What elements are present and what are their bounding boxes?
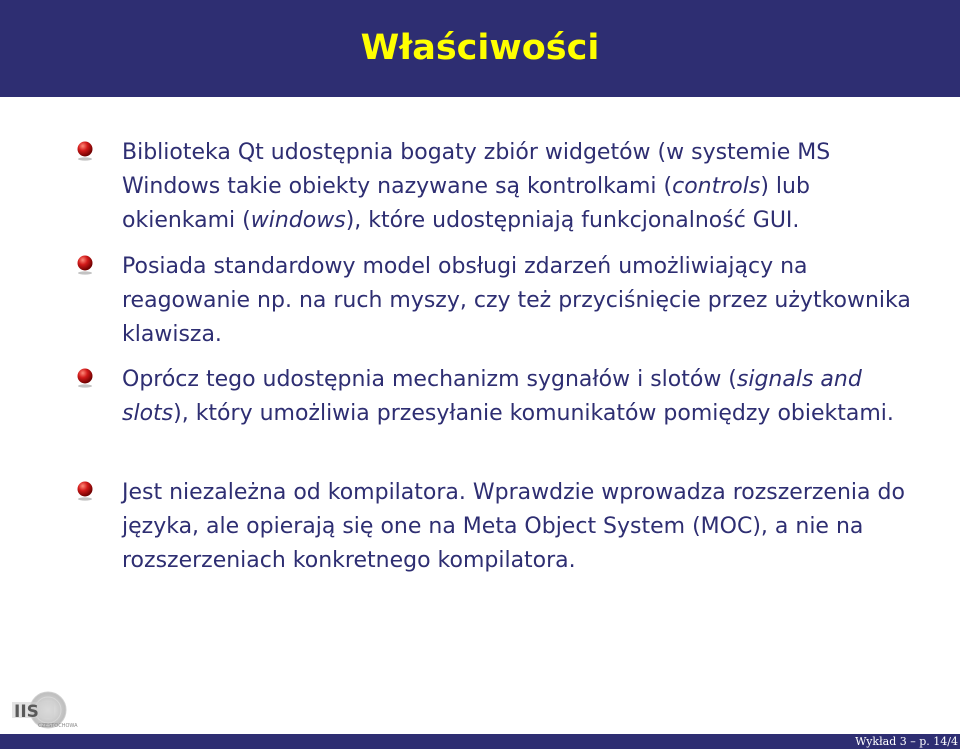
- bullet-item: Biblioteka Qt udostępnia bogaty zbiór widgetów (w systemie MS Windows takie obiekty nazywane są kontrolkami (controls) lub okienkami (windows), które udostępniają funkcjonalność GUI.: [122, 140, 831, 233]
- logo-sublabel: CZESTOCHOWA: [38, 723, 78, 729]
- bullet-item: Jest niezależna od kompilatora. Wprawdzie wprowadza rozszerzenia do języka, ale opierają się one na Meta Object System (MOC), a nie na rozszerzeniach konkretnego kompilatora.: [122, 480, 905, 573]
- slide-title: Właściwości: [360, 28, 600, 68]
- bullet-ball-icon: [74, 479, 96, 501]
- bullet-ball-icon: [74, 366, 96, 388]
- footer-page-label: Wykład 3 – p. 14/4: [855, 735, 958, 748]
- footer-bar: [0, 734, 960, 749]
- bullet-item: Posiada standardowy model obsługi zdarzeń umożliwiający na reagowanie np. na ruch myszy, czy też przyciśnięcie przez użytkownika klawisza.: [122, 254, 911, 347]
- bullet-item: Oprócz tego udostępnia mechanizm sygnałów i slotów (signals and slots), który umożliwia przesyłanie komunikatów pomiędzy obiektami.: [122, 367, 894, 426]
- bullet-ball-icon: [74, 253, 96, 275]
- svg-text:IIS: IIS: [14, 702, 39, 722]
- bullet-ball-icon: [74, 139, 96, 161]
